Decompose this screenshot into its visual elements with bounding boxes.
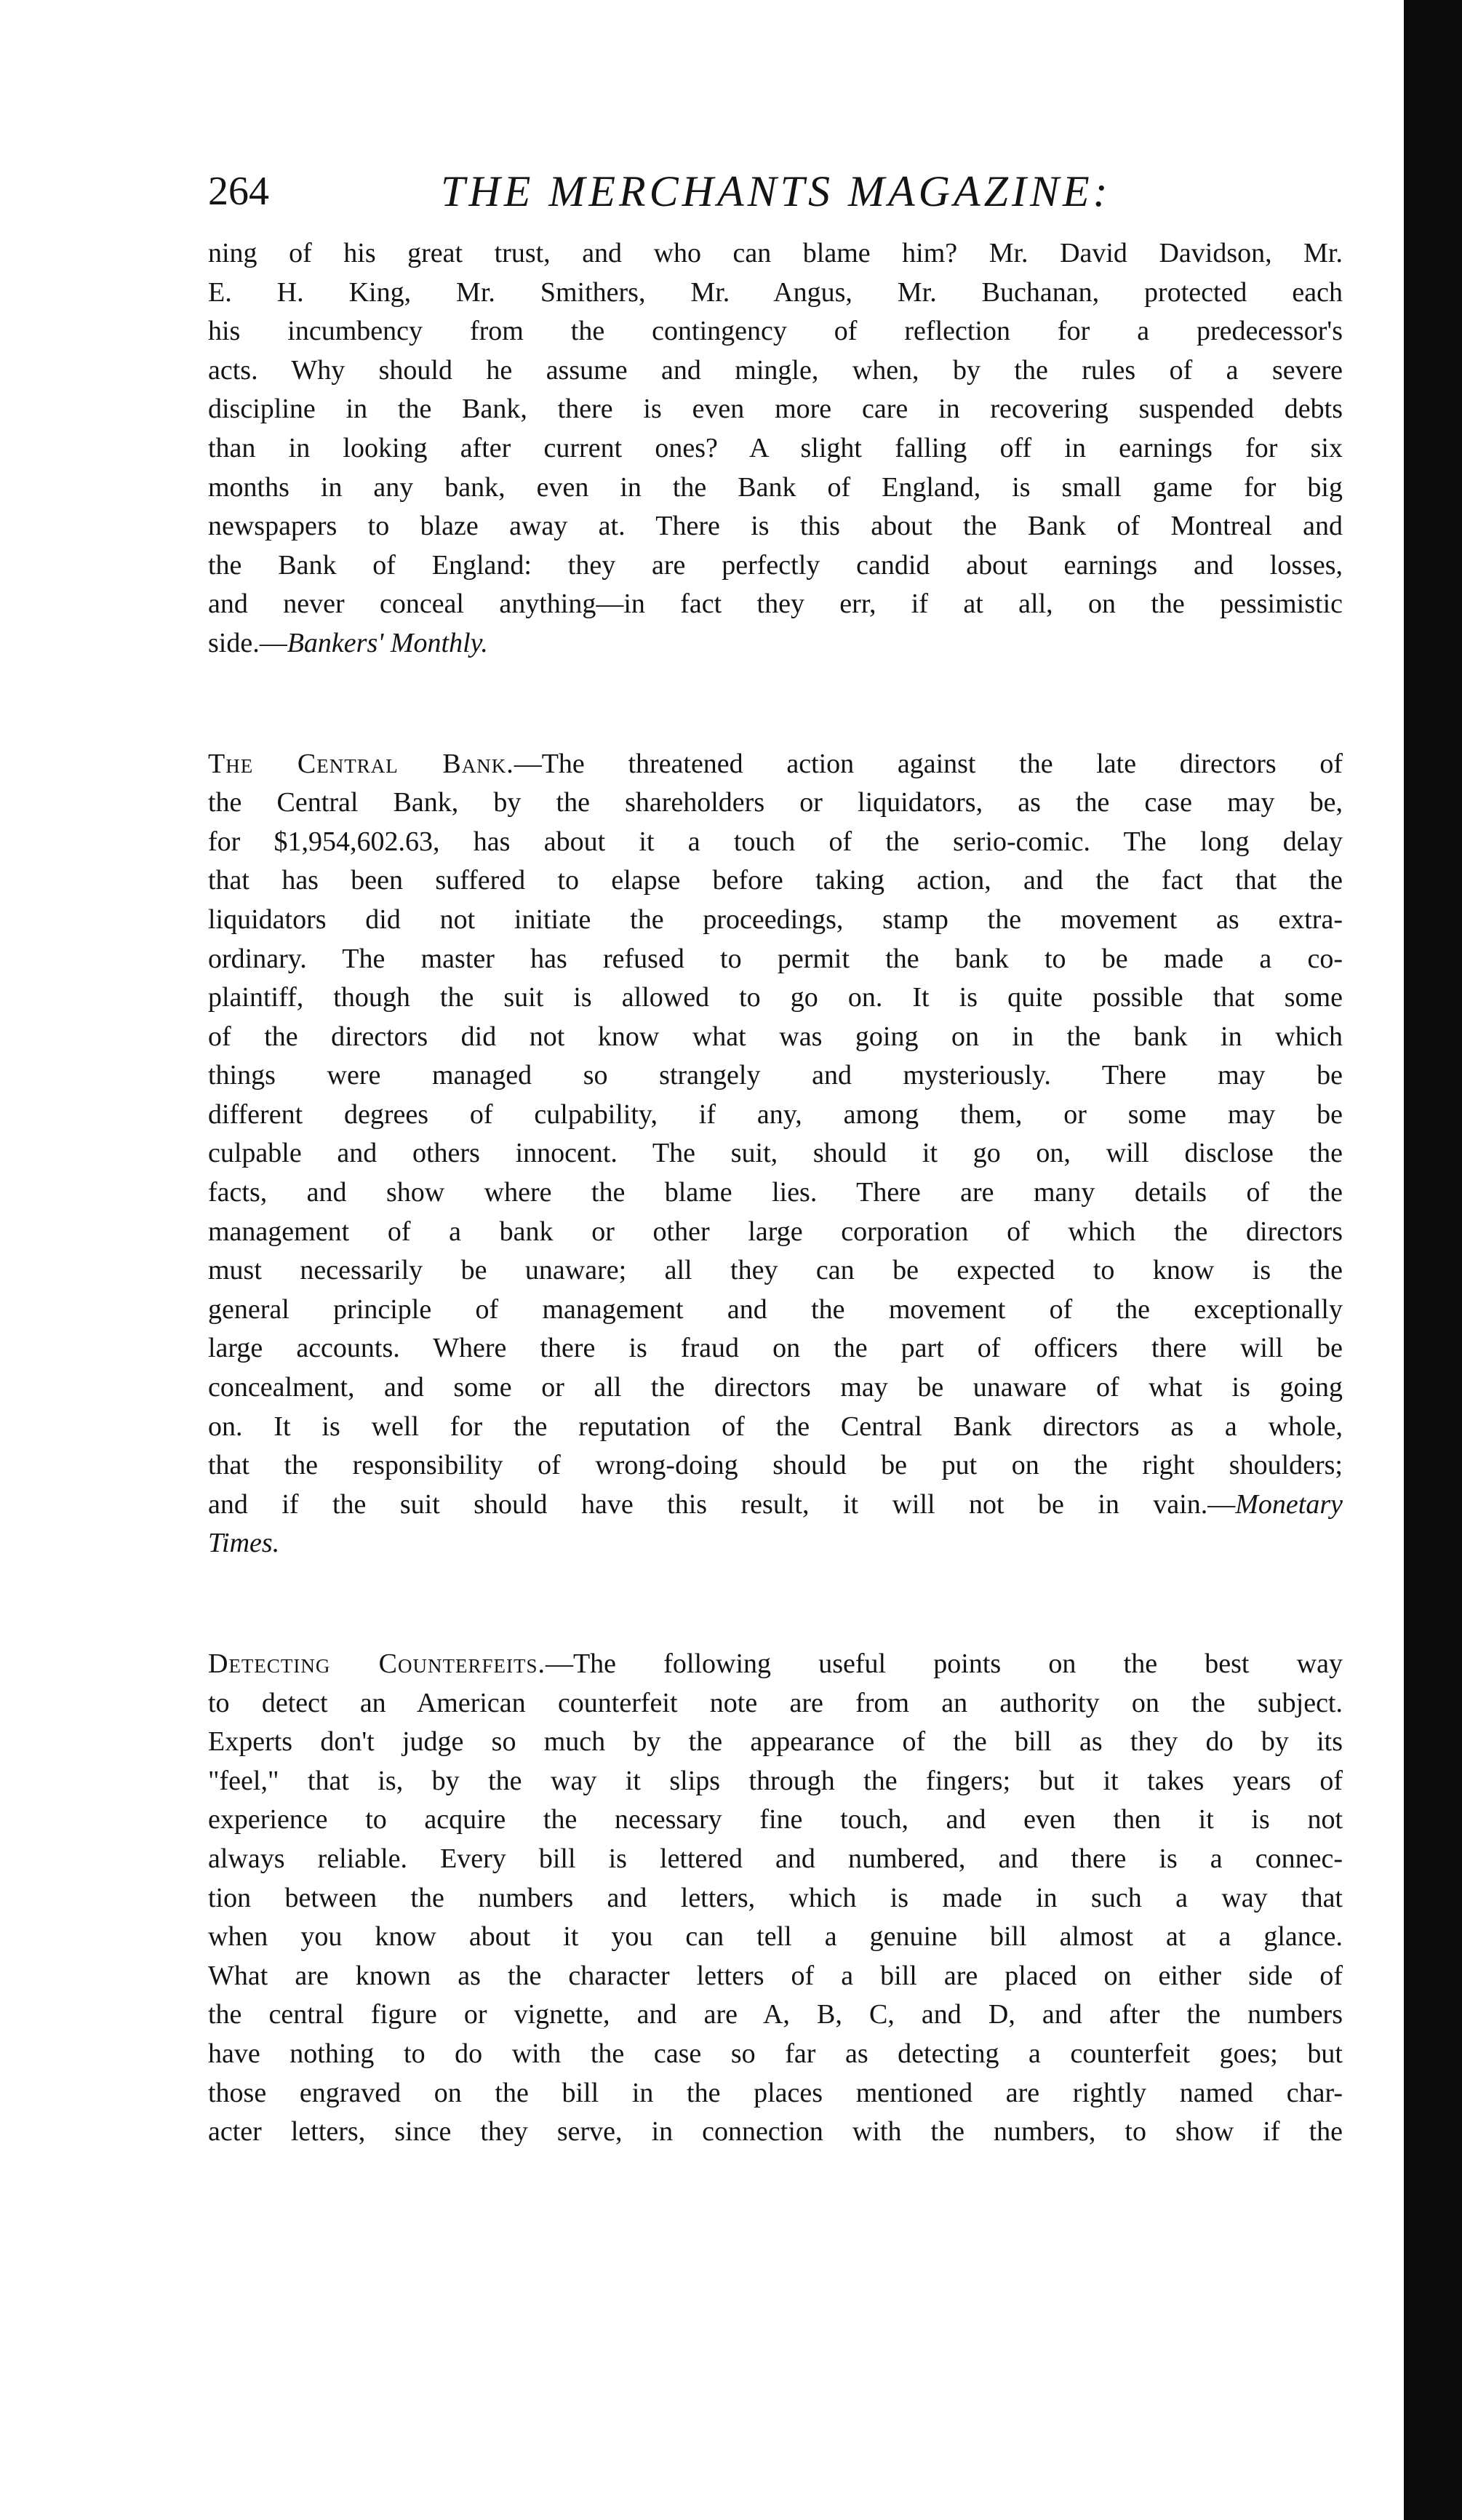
- text-line: liquidators did not initiate the proceedings, stamp the movement as extra-: [208, 904, 1343, 935]
- text-line: the Bank of England: they are perfectly candid about earnings and losses,: [208, 549, 1343, 581]
- text-line: tion between the numbers and letters, which is made in such a way that: [208, 1882, 1343, 1913]
- source-citation: Bankers' Monthly.: [287, 627, 488, 658]
- text-line: ning of his great trust, and who can blame him? Mr. David Davidson, Mr.: [208, 238, 1343, 268]
- text-line: experience to acquire the necessary fine touch, and even then it is not: [208, 1804, 1343, 1835]
- paragraph-detecting-counterfeits: [208, 1645, 1343, 2152]
- text-line: on. It is well for the reputation of the Central Bank directors as a whole,: [208, 1411, 1343, 1442]
- running-title: THE MERCHANTS MAGAZINE:: [441, 167, 1111, 215]
- text-line: [208, 1645, 1343, 1684]
- last-line-text: side.—: [208, 627, 287, 658]
- text-column: [208, 234, 1343, 2152]
- page-number: 264: [208, 169, 269, 214]
- text-line: newspapers to blaze away at. There is this about the Bank of Montreal and: [208, 511, 1343, 542]
- lead-text: —The following useful points on the best way: [545, 1648, 1343, 1679]
- text-line: have nothing to do with the case so far as detecting a counterfeit goes; but: [208, 2038, 1343, 2069]
- text-line: different degrees of culpability, if any, among them, or some may be: [208, 1098, 1343, 1130]
- text-line: when you know about it you can tell a genuine bill almost at a glance.: [208, 1921, 1343, 1953]
- text-line: those engraved on the bill in the places mentioned are rightly named char-: [208, 2077, 1343, 2108]
- text-line: acts. Why should he assume and mingle, when, by the rules of a severe: [208, 354, 1343, 386]
- section-heading: The Central Bank.: [208, 748, 514, 779]
- text-line: for $1,954,602.63, has about it a touch of the serio-comic. The long delay: [208, 826, 1343, 857]
- line-text: and if the suit should have this result, it will not be in vain.—: [208, 1488, 1236, 1520]
- paragraph-bank-of-montreal: [208, 234, 1343, 663]
- text-line: [208, 1486, 1343, 1525]
- text-line: and never conceal anything—in fact they err, if at all, on the pessimistic: [208, 589, 1343, 620]
- section-heading: Detecting Counterfeits.: [208, 1648, 546, 1679]
- scan-edge-bar: [1404, 0, 1462, 2520]
- text-line: that the responsibility of wrong-doing should be put on the right shoulders;: [208, 1450, 1343, 1481]
- text-line: his incumbency from the contingency of reflection for a predecessor's: [208, 316, 1343, 347]
- text-line: to detect an American counterfeit note are from an authority on the subject.: [208, 1687, 1343, 1718]
- text-line: E. H. King, Mr. Smithers, Mr. Angus, Mr. Buchanan, protected each: [208, 276, 1343, 308]
- text-line: large accounts. Where there is fraud on the part of officers there will be: [208, 1333, 1343, 1364]
- lead-text: —The threatened action against the late directors of: [514, 748, 1343, 779]
- text-line: the Central Bank, by the shareholders or liquidators, as the case may be,: [208, 787, 1343, 818]
- text-line: always reliable. Every bill is lettered and numbered, and there is a connec-: [208, 1843, 1343, 1874]
- text-line: the central figure or vignette, and are A, B, C, and D, and after the numbers: [208, 1999, 1343, 2030]
- source-citation: Monetary: [1235, 1488, 1343, 1520]
- text-line: general principle of management and the movement of the exceptionally: [208, 1293, 1343, 1325]
- text-line: things were managed so strangely and mysteriously. There may be: [208, 1060, 1343, 1091]
- text-line: plaintiff, though the suit is allowed to go on. It is quite possible that some: [208, 982, 1343, 1013]
- text-line: discipline in the Bank, there is even more care in recovering suspended debts: [208, 394, 1343, 425]
- text-line: months in any bank, even in the Bank of England, is small game for big: [208, 471, 1343, 503]
- text-line: Experts don't judge so much by the appearance of the bill as they do by its: [208, 1726, 1343, 1758]
- text-line: than in looking after current ones? A slight falling off in earnings for six: [208, 432, 1343, 463]
- text-line: acter letters, since they serve, in connection with the numbers, to show if the: [208, 2116, 1343, 2148]
- text-line: [208, 745, 1343, 784]
- text-line: of the directors did not know what was going on in the bank in which: [208, 1021, 1343, 1052]
- text-line: [208, 624, 1343, 663]
- text-line: that has been suffered to elapse before taking action, and the fact that the: [208, 865, 1343, 896]
- text-line: must necessarily be unaware; all they can be expected to know is the: [208, 1255, 1343, 1286]
- source-citation: Times.: [208, 1528, 280, 1559]
- text-line: facts, and show where the blame lies. There are many details of the: [208, 1177, 1343, 1208]
- paragraph-central-bank: [208, 745, 1343, 1563]
- page-header: [208, 159, 1343, 224]
- text-line: "feel," that is, by the way it slips through the fingers; but it takes years of: [208, 1765, 1343, 1796]
- text-line: What are known as the character letters of a bill are placed on either side of: [208, 1960, 1343, 1991]
- text-line: culpable and others innocent. The suit, should it go on, will disclose the: [208, 1138, 1343, 1169]
- text-line: concealment, and some or all the directors may be unaware of what is going: [208, 1372, 1343, 1403]
- text-line: ordinary. The master has refused to permit the bank to be made a co-: [208, 943, 1343, 974]
- text-line: management of a bank or other large corporation of which the directors: [208, 1216, 1343, 1247]
